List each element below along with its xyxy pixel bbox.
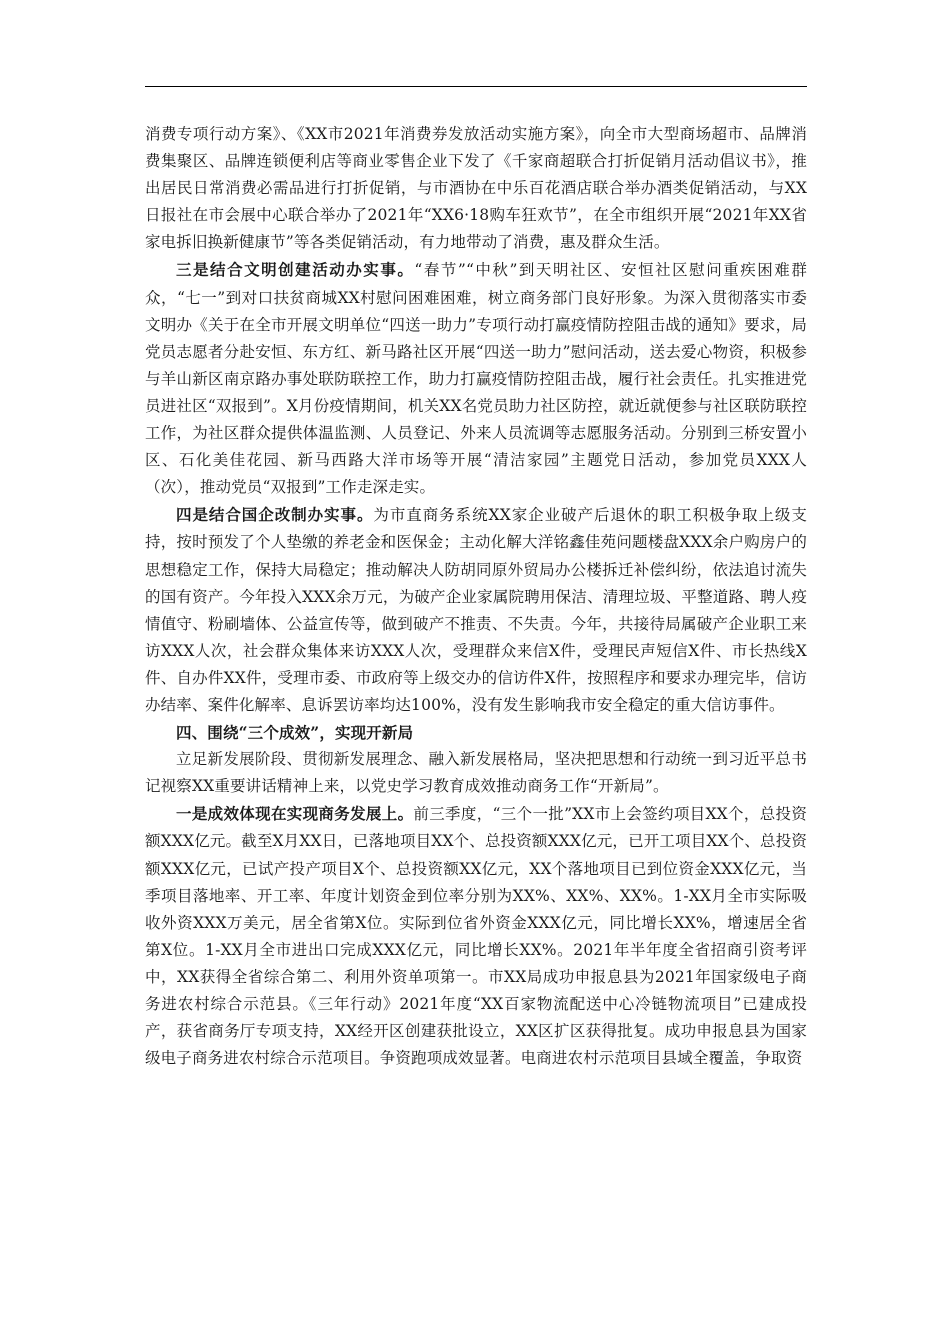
paragraph-lead: 四是结合国企改制办实事。 xyxy=(176,505,374,525)
paragraph-text: 立足新发展阶段、贯彻新发展理念、融入新发展格局，坚决把思想和行动统一到习近平总书记视察XX重要讲话精神上来，以党史学习教育成效推动商务工作“开新局”。 xyxy=(145,750,807,796)
paragraph-results xyxy=(145,800,807,1072)
paragraph-lead: 一是成效体现在实现商务发展上。 xyxy=(176,804,414,824)
document-body xyxy=(145,121,807,1072)
paragraph-intro xyxy=(145,746,807,800)
paragraph-lead: 三是结合文明创建活动办实事。 xyxy=(176,260,415,280)
paragraph-text: “春节”“中秋”到天明社区、安恒社区慰问重疾困难群众，“七一”到对口扶贫商城XX村慰问困难困难，树立商务部门良好形象。为深入贯彻落实市委文明办《关于在全市开展文明单位“四送一助力”专项行动打赢疫情防控阻击战的通知》要求，局党员志愿者分赴安恒、东方红、新马路社区开展“四送一助力”慰问活动，送去爱心物资，积极参与羊山新区南京路办事处联防联控工作，助力打赢疫情防控阻击战，履行社会责任。扎实推进党员进社区“双报到”。X月份疫情期间，机关XX名党员助力社区防控，就近就便参与社区联防联控工作，为社区群众提供体温监测、人员登记、外来人员流调等志愿服务活动。分别到三桥安置小区、石化美佳花园、新马西路大洋市场等开展“清洁家园”主题党日活动，参加党员XXX人（次），推动党员“双报到”工作走深走实。 xyxy=(145,261,807,497)
paragraph-text: 前三季度，“三个一批”XX市上会签约项目XX个，总投资额XXX亿元。截至X月XX日，已落地项目XX个、总投资额XXX亿元，已开工项目XX个、总投资额XXX亿元，已试产投产项目X个、总投资额XX亿元，XX个落地项目已到位资金XXX亿元，当季项目落地率、开工率、年度计划资金到位率分别为XX%、XX%、XX%。1-XX月全市实际吸收外资XXX万美元，居全省第X位。实际到位省外资金XXX亿元，同比增长XX%，增速居全省第X位。1-XX月全市进出口完成XXX亿元，同比增长XX%。2021年半年度全省招商引资考评中，XX获得全省综合第二、利用外资单项第一。市XX局成功申报息县为2021年国家级电子商务进农村综合示范县。《三年行动》2021年度“XX百家物流配送中心冷链物流项目”已建成投产，获省商务厅专项支持，XX经开区创建获批设立，XX区扩区获得批复。成功申报息县为国家级电子商务进农村综合示范项目。争资跑项成效显著。电商进农村示范项目县域全覆盖，争取资 xyxy=(145,805,807,1068)
paragraph-soe-reform xyxy=(145,501,807,719)
paragraph-continuation xyxy=(145,121,807,256)
paragraph-text: 消费专项行动方案》、《XX市2021年消费券发放活动实施方案》，向全市大型商场超市、品牌消费集聚区、品牌连锁便利店等商业零售企业下发了《千家商超联合打折促销月活动倡议书》，推出居民日常消费必需品进行打折促销，与市酒协在中乐百花酒店联合举办酒类促销活动，与XX日报社在市会展中心联合举办了2021年“XX6·18购车狂欢节”，在全市组织开展“2021年XX省家电拆旧换新健康节”等各类促销活动，有力地带动了消费，惠及群众生活。 xyxy=(145,125,807,252)
section-heading xyxy=(145,719,807,746)
header-rule xyxy=(145,86,807,87)
paragraph-text: 为市直商务系统XX家企业破产后退休的职工积极争取上级支持，按时预发了个人垫缴的养老金和医保金；主动化解大洋铭鑫佳苑问题楼盘XXX余户购房户的思想稳定工作，保持大局稳定；推动解决人防胡同原外贸局办公楼拆迁补偿纠纷，依法追讨流失的国有资产。今年投入XXX余万元，为破产企业家属院聘用保洁、清理垃圾、平整道路、聘人疫情值守、粉刷墙体、公益宣传等，做到破产不推责、不失责。今年，共接待局属破产企业职工来访XXX人次，社会群众集体来访XXX人次，受理群众来信X件，受理民声短信X件、市长热线X件、自办件XX件，受理市委、市政府等上级交办的信访件X件，按照程序和要求办理完毕，信访办结率、案件化解率、息诉罢访率均达100%，没有发生影响我市安全稳定的重大信访事件。 xyxy=(145,506,807,714)
paragraph-civilization xyxy=(145,256,807,501)
section-heading-text: 四、围绕“三个成效”，实现开新局 xyxy=(176,723,414,743)
